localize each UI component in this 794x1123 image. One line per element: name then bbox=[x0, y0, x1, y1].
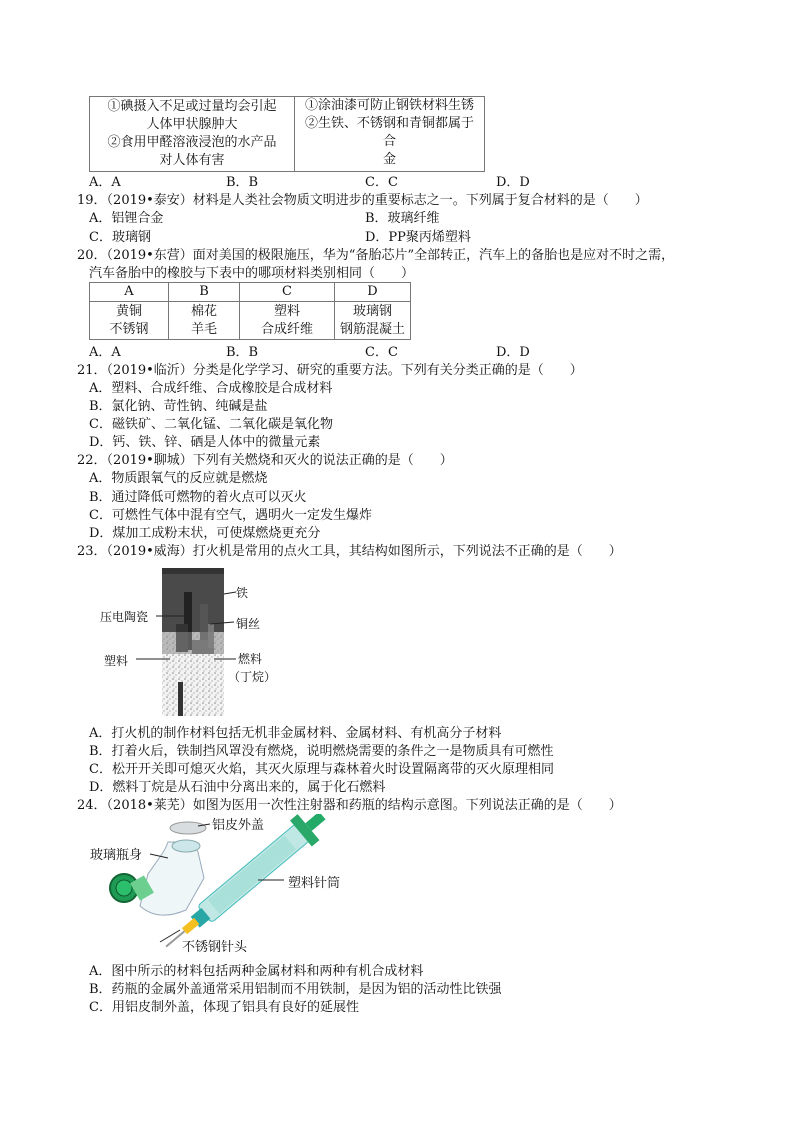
q23-option-c[interactable]: C．松开开关即可熄灭火焰，其灭火原理与森林着火时设置隔离带的灭火原理相同 bbox=[89, 762, 554, 777]
q18-right-line: ①涂油漆可防止钢铁材料生锈 bbox=[304, 98, 474, 113]
q19-option-c[interactable]: C．玻璃钢 bbox=[89, 230, 151, 245]
q24-option-b[interactable]: B．药瓶的金属外盖通常采用铝制而不用铁制，是因为铝的活动性比铁强 bbox=[89, 982, 502, 997]
q20-option-b[interactable]: B．B bbox=[226, 345, 259, 360]
q20-header-c: C bbox=[240, 283, 335, 302]
q21-option-c[interactable]: C．磁铁矿、二氧化锰、二氧化碳是氧化物 bbox=[89, 417, 333, 432]
q21-option-d[interactable]: D．钙、铁、锌、硒是人体中的微量元素 bbox=[89, 435, 321, 450]
q18-option-a[interactable]: A．A bbox=[89, 175, 121, 190]
q18-right-line: ②生铁、不锈钢和青铜都属于合 bbox=[304, 116, 474, 149]
q20-stem-line1: 20．（2019•东营）面对美国的极限施压，华为“备胎芯片”全部转正，汽车上的备胎也是应对不时之需， bbox=[77, 248, 675, 263]
q20-cell-text: 合成纤维 bbox=[260, 321, 313, 337]
q20-cell-text: 羊毛 bbox=[190, 321, 217, 337]
q20-cell-text: 黄铜 bbox=[115, 303, 142, 319]
q22-option-a[interactable]: A．物质跟氧气的反应就是燃烧 bbox=[89, 471, 268, 486]
label-plastic-barrel: 塑料针筒 bbox=[288, 876, 341, 891]
label-glass-bottle: 玻璃瓶身 bbox=[90, 848, 143, 863]
q20-header-b: B bbox=[169, 283, 240, 302]
q23-option-d[interactable]: D．燃料丁烷是从石油中分离出来的，属于化石燃料 bbox=[89, 780, 386, 795]
syringe-illustration bbox=[88, 814, 458, 962]
q20-cell-a bbox=[90, 302, 169, 340]
q24-option-c[interactable]: C．用铝皮制外盖，体现了铝具有良好的延展性 bbox=[89, 1000, 359, 1015]
label-butane: （丁烷） bbox=[228, 670, 277, 684]
q18-left-line: ①碘摄入不足或过量均会引起 bbox=[107, 99, 277, 114]
q18-cell-right bbox=[295, 97, 485, 172]
q20-cell-text: 棉花 bbox=[190, 303, 217, 319]
q20-cell-c bbox=[240, 302, 335, 340]
q23-option-a[interactable]: A．打火机的制作材料包括无机非金属材料、金属材料、有机高分子材料 bbox=[89, 726, 502, 741]
q20-header-d: D bbox=[335, 283, 411, 302]
q22-stem: 22．（2019•聊城）下列有关燃烧和灭火的说法正确的是（ ） bbox=[77, 453, 453, 468]
q20-cell-text: 玻璃钢 bbox=[352, 303, 392, 319]
q18-option-b[interactable]: B．B bbox=[226, 175, 259, 190]
q20-option-a[interactable]: A．A bbox=[89, 345, 121, 360]
q22-option-c[interactable]: C．可燃性气体中混有空气，遇明火一定发生爆炸 bbox=[89, 508, 372, 523]
q22-option-b[interactable]: B．通过降低可燃物的着火点可以灭火 bbox=[89, 490, 307, 505]
label-copper-wire: 铜丝 bbox=[236, 617, 261, 631]
q18-option-d[interactable]: D．D bbox=[496, 175, 530, 190]
q20-option-c[interactable]: C．C bbox=[365, 345, 398, 360]
q20-stem-line2: 汽车备胎中的橡胶与下表中的哪项材料类别相同（ ） bbox=[89, 266, 415, 281]
q19-option-b[interactable]: B．玻璃纤维 bbox=[365, 211, 440, 226]
lighter-figure bbox=[100, 564, 310, 716]
q18-right-line: 金 bbox=[382, 152, 396, 167]
q23-stem: 23．（2019•威海）打火机是常用的点火工具，其结构如图所示，下列说法不正确的是（ ） bbox=[77, 544, 622, 559]
q20-cell-text: 不锈钢 bbox=[109, 321, 149, 337]
q18-left-line: 对人体有害 bbox=[159, 153, 225, 168]
q18-left-line: ②食用甲醛溶液浸泡的水产品 bbox=[107, 135, 277, 150]
q21-stem: 21．（2019•临沂）分类是化学学习、研究的重要方法。下列有关分类正确的是（ ） bbox=[77, 363, 583, 378]
q20-cell-text: 钢筋混凝土 bbox=[339, 321, 405, 337]
q24-option-a[interactable]: A．图中所示的材料包括两种金属材料和两种有机合成材料 bbox=[89, 964, 424, 979]
q21-option-a[interactable]: A．塑料、合成纤维、合成橡胶是合成材料 bbox=[89, 381, 333, 396]
q20-option-d[interactable]: D．D bbox=[496, 345, 530, 360]
q23-option-b[interactable]: B．打着火后，铁制挡风罩没有燃烧，说明燃烧需要的条件之一是物质具有可燃性 bbox=[89, 744, 554, 759]
q19-option-a[interactable]: A．铝锂合金 bbox=[89, 211, 164, 226]
q22-option-d[interactable]: D．煤加工成粉末状，可使煤燃烧更充分 bbox=[89, 526, 321, 541]
q21-option-b[interactable]: B．氯化钠、苛性钠、纯碱是盐 bbox=[89, 399, 268, 414]
label-iron: 铁 bbox=[236, 586, 249, 600]
q18-table bbox=[89, 96, 485, 172]
syringe-figure bbox=[88, 814, 458, 962]
q20-cell-b bbox=[169, 302, 240, 340]
q20-table bbox=[89, 282, 411, 340]
q18-left-line: 人体甲状腺肿大 bbox=[146, 117, 238, 132]
q19-option-d[interactable]: D．PP聚丙烯塑料 bbox=[365, 230, 471, 245]
label-piezo-ceramic: 压电陶瓷 bbox=[100, 610, 149, 624]
q24-stem: 24．（2018•莱芜）如图为医用一次性注射器和药瓶的结构示意图。下列说法正确的是（ ） bbox=[77, 798, 622, 813]
q18-cell-left bbox=[90, 97, 295, 172]
q20-header-a: A bbox=[90, 283, 169, 302]
q20-cell-d bbox=[335, 302, 411, 340]
label-fuel: 燃料 bbox=[238, 652, 263, 666]
q19-stem: 19．（2019•泰安）材料是人类社会物质文明进步的重要标志之一。下列属于复合材料的是（ ） bbox=[77, 193, 648, 208]
lighter-illustration bbox=[100, 564, 310, 716]
q20-cell-text: 塑料 bbox=[273, 303, 300, 319]
label-aluminum-cap: 铝皮外盖 bbox=[212, 818, 265, 833]
label-steel-needle: 不锈钢针头 bbox=[182, 940, 248, 955]
q18-option-c[interactable]: C．C bbox=[365, 175, 398, 190]
label-plastic: 塑料 bbox=[104, 654, 129, 668]
